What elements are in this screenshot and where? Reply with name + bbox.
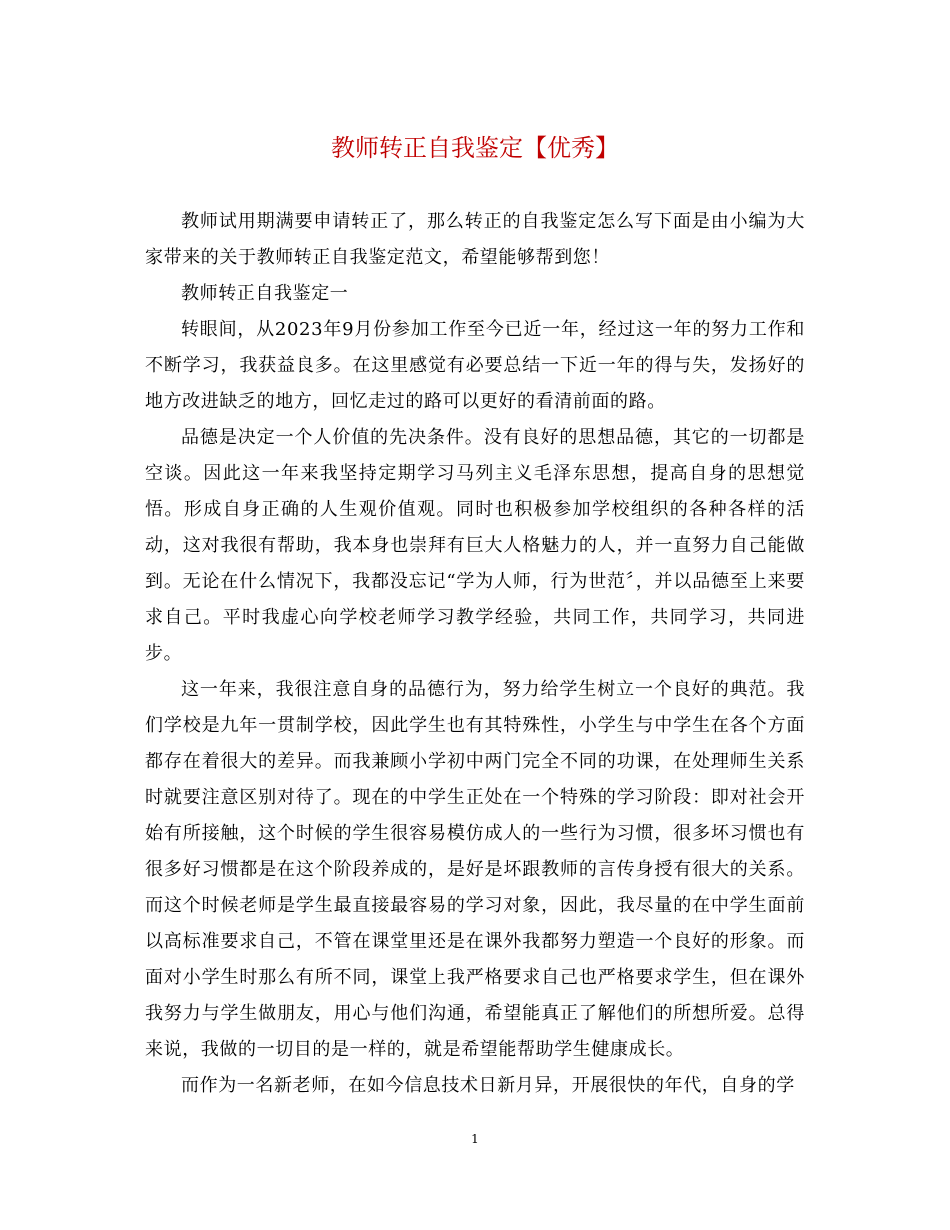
paragraph-intro: 教师试用期满要申请转正了，那么转正的自我鉴定怎么写下面是由小编为大家带来的关于教师转正自我鉴定范文，希望能够帮到您！ bbox=[145, 211, 805, 268]
paragraph: 转眼间，从2023年9月份参加工作至今已近一年，经过这一年的努力工作和不断学习，我获益良多。在这里感觉有必要总结一下近一年的得与失，发扬好的地方改进缺乏的地方，回忆走过的路可以更好的看清前面的路。 bbox=[145, 319, 805, 412]
section-heading: 教师转正自我鉴定一 bbox=[181, 283, 349, 304]
document-title: 教师转正自我鉴定【优秀】 bbox=[331, 134, 619, 162]
paragraph: 这一年来，我很注意自身的品德行为，努力给学生树立一个良好的典范。我们学校是九年一贯制学校，因此学生也有其特殊性，小学生与中学生在各个方面都存在着很大的差异。而我兼顾小学初中两门完全不同的功课，在处理师生关系时就要注意区别对待了。现在的中学生正处在一个特殊的学习阶段：即对社会开始有所接触，这个时候的学生很容易模仿成人的一些行为习惯，很多坏习惯也有很多好习惯都是在这个阶段养成的，是好是坏跟教师的言传身授有很大的关系。而这个时候老师是学生最直接最容易的学习对象，因此，我尽量的在中学生面前以高标准要求自己，不管在课堂里还是在课外我都努力塑造一个良好的形象。而面对小学生时那么有所不同，课堂上我严格要求自己也严格要求学生，但在课外我努力与学生做朋友，用心与他们沟通，希望能真正了解他们的所想所爱。总得来说，我做的一切目的是一样的，就是希望能帮助学生健康成长。 bbox=[145, 679, 805, 1060]
paragraph: 而作为一名新老师，在如今信息技术日新月异，开展很快的年代，自身的学 bbox=[181, 1075, 795, 1096]
page-number: 1 bbox=[471, 1132, 479, 1146]
document-body bbox=[145, 204, 805, 1104]
paragraph: 品德是决定一个人价值的先决条件。没有良好的思想品德，其它的一切都是空谈。因此这一年来我坚持定期学习马列主义毛泽东思想，提高自身的思想觉悟。形成自身正确的人生观价值观。同时也积极参加学校组织的各种各样的活动，这对我很有帮助，我本身也崇拜有巨大人格魅力的人，并一直努力自己能做到。无论在什么情况下，我都没忘记“学为人师，行为世范〞，并以品德至上来要求自己。平时我虚心向学校老师学习教学经验，共同工作，共同学习，共同进步。 bbox=[145, 427, 805, 664]
